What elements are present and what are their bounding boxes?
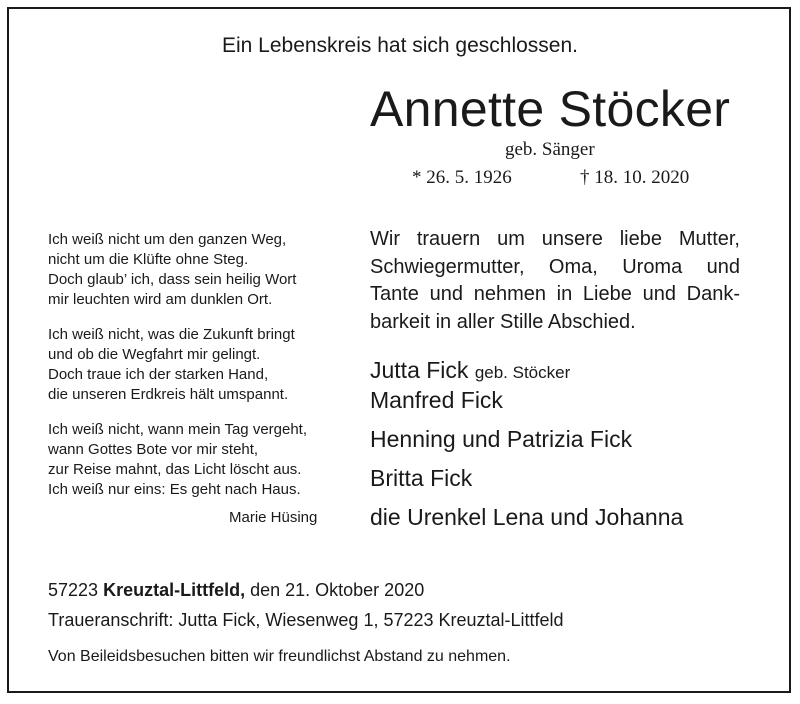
condolence-note: Von Beileidsbesuchen bitten wir freundlichst Abstand zu nehmen. bbox=[48, 648, 511, 665]
place-date-line bbox=[48, 580, 424, 601]
mourning-address: Traueranschrift: Jutta Fick, Wiesenweg 1, 57223 Kreuztal-Littfeld bbox=[48, 610, 564, 630]
intro-line: Ein Lebenskreis hat sich geschlossen. bbox=[221, 34, 579, 57]
mourner-2: Manfred Fick bbox=[370, 387, 503, 413]
poem-stanza-3 bbox=[48, 420, 338, 500]
poem-line: Doch traue ich der starken Hand, bbox=[48, 366, 269, 383]
poem-stanza-2 bbox=[48, 325, 338, 405]
mourner-1 bbox=[370, 357, 570, 384]
postcode: 57223 bbox=[48, 580, 99, 600]
poem-line: mir leuchten wird am dunklen Ort. bbox=[48, 291, 273, 308]
poem-line: Ich weiß nicht, wann mein Tag vergeht, bbox=[48, 421, 308, 438]
poem-stanza-1 bbox=[48, 230, 338, 310]
birth-date: * 26. 5. 1926 bbox=[412, 167, 512, 188]
message-line: Schwiegermutter, Oma, Uroma und bbox=[370, 255, 740, 278]
poem-line: die unseren Erdkreis hält umspannt. bbox=[48, 386, 289, 403]
poem-line: Ich weiß nicht um den ganzen Weg, bbox=[48, 231, 287, 248]
poem-author: Marie Hüsing bbox=[229, 509, 318, 526]
message-line: barkeit in aller Stille Abschied. bbox=[370, 310, 636, 333]
message-line: Tante und nehmen in Liebe und Dank- bbox=[370, 283, 740, 305]
poem-line: nicht um die Klüfte ohne Steg. bbox=[48, 251, 249, 268]
mourner-5: die Urenkel Lena und Johanna bbox=[370, 504, 684, 530]
message-line: Wir trauern um unsere liebe Mutter, bbox=[370, 228, 740, 250]
poem-line: wann Gottes Bote vor mir steht, bbox=[48, 441, 259, 458]
place-name: Kreuztal-Littfeld, bbox=[103, 580, 246, 600]
poem-line: zur Reise mahnt, das Licht löscht aus. bbox=[48, 461, 302, 478]
death-date: † 18. 10. 2020 bbox=[580, 167, 690, 188]
mourner-birth-name: geb. Stöcker bbox=[474, 363, 571, 382]
poem-line: Doch glaub’ ich, dass sein heilig Wort bbox=[48, 271, 297, 288]
birth-name: geb. Sänger bbox=[505, 139, 595, 160]
mourner-4: Britta Fick bbox=[370, 465, 473, 491]
poem-line: Ich weiß nur eins: Es geht nach Haus. bbox=[48, 481, 301, 498]
deceased-name: Annette Stöcker bbox=[370, 81, 731, 137]
poem-line: Ich weiß nicht, was die Zukunft bringt bbox=[48, 326, 295, 343]
mourning-message bbox=[370, 226, 740, 336]
mourner-3: Henning und Patrizia Fick bbox=[370, 426, 633, 452]
poem-line: und ob die Wegfahrt mir gelingt. bbox=[48, 346, 261, 363]
notice-date: den 21. Oktober 2020 bbox=[250, 580, 425, 600]
mourner-name: Jutta Fick bbox=[370, 357, 469, 383]
